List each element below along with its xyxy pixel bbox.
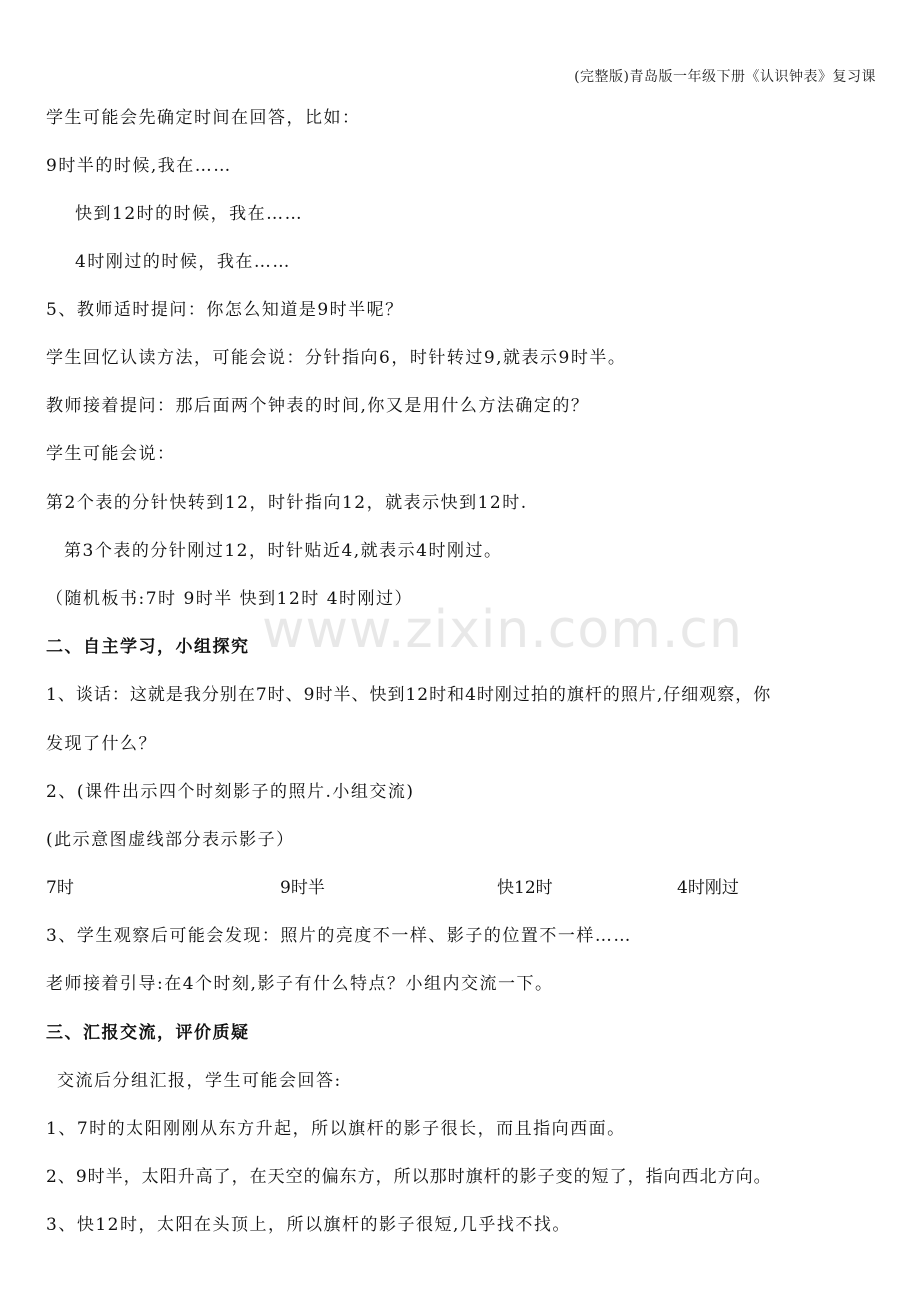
- text-line: 4时刚过的时候，我在……: [75, 252, 291, 272]
- text-line: 第2个表的分针快转到12，时针指向12，就表示快到12时.: [46, 493, 528, 513]
- text-line: 1、谈话：这就是我分别在7时、9时半、快到12时和4时刚过拍的旗杆的照片,仔细观察，你: [46, 685, 772, 705]
- text-line: 2、9时半，太阳升高了，在天空的偏东方，所以那时旗杆的影子变的短了，指向西北方向。: [46, 1167, 772, 1187]
- watermark: www.zixin.com.cn: [262, 600, 743, 660]
- text-line: 3、学生观察后可能会发现：照片的亮度不一样、影子的位置不一样……: [46, 926, 632, 946]
- text-line: 学生可能会说：: [46, 444, 176, 464]
- text-line: 发现了什么？: [46, 734, 157, 754]
- text-line: 第3个表的分针刚过12，时针贴近4,就表示4时刚过。: [64, 541, 503, 561]
- text-line: 2、(课件出示四个时刻影子的照片.小组交流): [46, 782, 415, 802]
- time-label: 9时半: [280, 878, 325, 898]
- text-line: 1、7时的太阳刚刚从东方升起，所以旗杆的影子很长，而且指向西面。: [46, 1119, 626, 1139]
- text-line: 快到12时的时候，我在……: [75, 204, 304, 224]
- text-line: 教师接着提问：那后面两个钟表的时间,你又是用什么方法确定的？: [46, 396, 590, 416]
- text-line: 5、教师适时提问：你怎么知道是9时半呢？: [46, 300, 404, 320]
- text-line: 9时半的时候,我在……: [46, 156, 232, 176]
- section-heading: 三、汇报交流，评价质疑: [46, 1023, 250, 1043]
- text-line: 学生回忆认读方法，可能会说：分针指向6，时针转过9,就表示9时半。: [46, 348, 627, 368]
- text-line: 老师接着引导:在4个时刻,影子有什么特点？小组内交流一下。: [46, 974, 554, 994]
- text-line: 交流后分组汇报，学生可能会回答:: [57, 1071, 342, 1091]
- time-label: 4时刚过: [677, 878, 739, 898]
- text-line: 3、快12时，太阳在头顶上，所以旗杆的影子很短,几乎找不找。: [46, 1215, 571, 1235]
- text-line: 学生可能会先确定时间在回答，比如：: [46, 108, 361, 128]
- time-label: 快12时: [497, 878, 553, 898]
- time-label: 7时: [46, 878, 74, 898]
- section-heading: 二、自主学习，小组探究: [46, 637, 250, 657]
- text-line: (此示意图虚线部分表示影子）: [46, 830, 295, 850]
- document-header: (完整版)青岛版一年级下册《认识钟表》复习课: [574, 69, 876, 85]
- text-line: （随机板书:7时 9时半 快到12时 4时刚过）: [46, 589, 414, 609]
